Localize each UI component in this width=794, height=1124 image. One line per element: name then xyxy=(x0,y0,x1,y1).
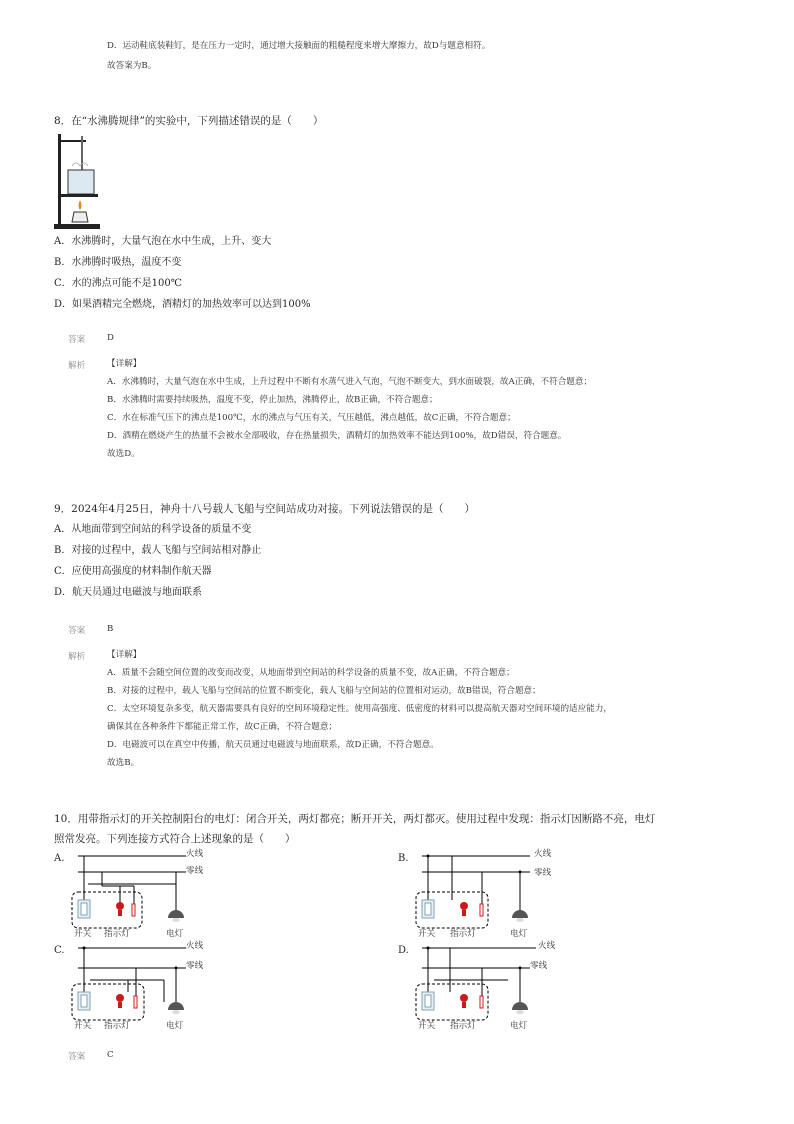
circuit-b-switch-label: 开关 xyxy=(418,929,436,939)
circuit-c-switch-label: 开关 xyxy=(74,1021,92,1031)
circuit-d-lamp-label: 电灯 xyxy=(510,1021,528,1031)
circuit-a-neutral-label: 零线 xyxy=(186,866,204,876)
q8-answer: D xyxy=(107,333,114,343)
circuit-d-indicator-label: 指示灯 xyxy=(450,1021,476,1031)
circuit-a-letter: A. xyxy=(54,853,65,864)
q8-answer-label: 答案 xyxy=(68,335,86,345)
circuit-b xyxy=(398,848,598,940)
circuit-a-diagram xyxy=(68,848,254,940)
q8-analysis-b: B．水沸腾时需要持续吸热，温度不变，停止加热，沸腾停止，故B正确，不符合题意； xyxy=(107,395,438,405)
q10-answer: C xyxy=(107,1050,114,1060)
circuit-c-lamp-label: 电灯 xyxy=(166,1021,184,1031)
circuit-a-live-label: 火线 xyxy=(186,849,204,859)
circuit-b-letter: B. xyxy=(398,853,409,864)
q9-option-a: A．从地面带到空间站的科学设备的质量不变 xyxy=(54,524,252,535)
circuit-c-neutral-label: 零线 xyxy=(186,961,204,971)
q9-option-c: C．应使用高强度的材料制作航天器 xyxy=(54,566,212,577)
circuit-d-diagram xyxy=(412,940,598,1032)
circuit-d-neutral-label: 零线 xyxy=(530,961,548,971)
circuit-d-letter: D. xyxy=(398,945,409,956)
q9-stem: 9．2024年4月25日，神舟十八号载人飞船与空间站成功对接。下列说法错误的是（ ） xyxy=(54,503,475,515)
q8-analysis-a: A．水沸腾时，大量气泡在水中生成，上升过程中不断有水蒸气进入气泡，气泡不断变大，到水面破裂，故A正确，不符合题意； xyxy=(107,377,593,387)
q8-analysis-d: D．酒精在燃烧产生的热量不会被水全部吸收，存在热量损失，酒精灯的加热效率不能达到100%，故D错误，符合题意。 xyxy=(107,431,567,441)
q9-analysis-head: 【详解】 xyxy=(107,650,142,660)
q9-analysis-d: D．电磁波可以在真空中传播，航天员通过电磁波与地面联系，故D正确，不符合题意。 xyxy=(107,740,439,750)
q8-conclusion: 故选D。 xyxy=(107,449,140,459)
q8-analysis-head: 【详解】 xyxy=(107,359,142,369)
q8-option-d: D．如果酒精完全燃烧，酒精灯的加热效率可以达到100% xyxy=(54,299,311,310)
q8-option-b: B．水沸腾时吸热，温度不变 xyxy=(54,257,182,268)
circuit-d-live-label: 火线 xyxy=(538,941,556,951)
circuit-a-indicator-label: 指示灯 xyxy=(104,929,130,939)
q8-analysis-label: 解析 xyxy=(68,361,86,371)
circuit-c-indicator-label: 指示灯 xyxy=(104,1021,130,1031)
q9-option-d: D．航天员通过电磁波与地面联系 xyxy=(54,587,203,598)
circuit-d-switch-label: 开关 xyxy=(418,1021,436,1031)
q10-answer-label: 答案 xyxy=(68,1052,86,1062)
previous-option-d: D．运动鞋底装鞋钉，是在压力一定时，通过增大接触面的粗糙程度来增大摩擦力，故D与题意相符。 xyxy=(107,41,491,51)
q9-answer-label: 答案 xyxy=(68,626,86,636)
circuit-c-diagram xyxy=(68,940,254,1032)
circuit-a-lamp-label: 电灯 xyxy=(166,929,184,939)
circuit-c-live-label: 火线 xyxy=(186,941,204,951)
circuit-b-live-label: 火线 xyxy=(534,849,552,859)
q8-stem: 8．在“水沸腾规律”的实验中，下列描述错误的是（ ） xyxy=(54,115,324,127)
circuit-c-letter: C. xyxy=(54,945,65,956)
q9-analysis-label: 解析 xyxy=(68,652,86,662)
q9-conclusion: 故选B。 xyxy=(107,758,140,768)
q8-option-a: A．水沸腾时，大量气泡在水中生成，上升、变大 xyxy=(54,236,272,247)
previous-conclusion: 故答案为B。 xyxy=(107,61,157,71)
circuit-b-indicator-label: 指示灯 xyxy=(450,929,476,939)
q9-analysis-a: A．质量不会随空间位置的改变而改变，从地面带到空间站的科学设备的质量不变，故A正确，不符合题意； xyxy=(107,668,515,678)
circuit-d xyxy=(398,940,598,1032)
circuit-b-neutral-label: 零线 xyxy=(534,868,552,878)
q9-option-b: B．对接的过程中，载人飞船与空间站相对静止 xyxy=(54,545,262,556)
circuit-b-diagram xyxy=(412,848,598,940)
circuit-a xyxy=(54,848,254,940)
q9-answer: B xyxy=(107,624,114,634)
circuit-a-switch-label: 开关 xyxy=(74,929,92,939)
circuit-b-lamp-label: 电灯 xyxy=(510,929,528,939)
q9-analysis-c-cont: 确保其在各种条件下都能正常工作，故C正确，不符合题意； xyxy=(107,722,338,732)
q10-stem-line1: 10．用带指示灯的开关控制阳台的电灯：闭合开关，两灯都亮；断开开关，两灯都灭。使用过程中发现：指示灯因断路不亮，电灯 xyxy=(54,813,656,825)
q8-option-c: C．水的沸点可能不是100℃ xyxy=(54,278,182,289)
circuit-c xyxy=(54,940,254,1032)
q10-stem-line2: 照常发亮。下列连接方式符合上述现象的是（ ） xyxy=(54,833,296,845)
q9-analysis-b: B．对接的过程中，载人飞船与空间站的位置不断变化，载人飞船与空间站的位置相对运动，故B错误，符合题意； xyxy=(107,686,541,696)
q9-analysis-c: C．太空环境复杂多变，航天器需要具有良好的空间环境稳定性。使用高强度、低密度的材料可以提高航天器对空间环境的适应能力， xyxy=(107,704,613,714)
boiling-apparatus-figure xyxy=(52,130,102,230)
q8-analysis-c: C．水在标准气压下的沸点是100℃，水的沸点与气压有关，气压越低，沸点越低，故C正确，不符合题意； xyxy=(107,413,516,423)
